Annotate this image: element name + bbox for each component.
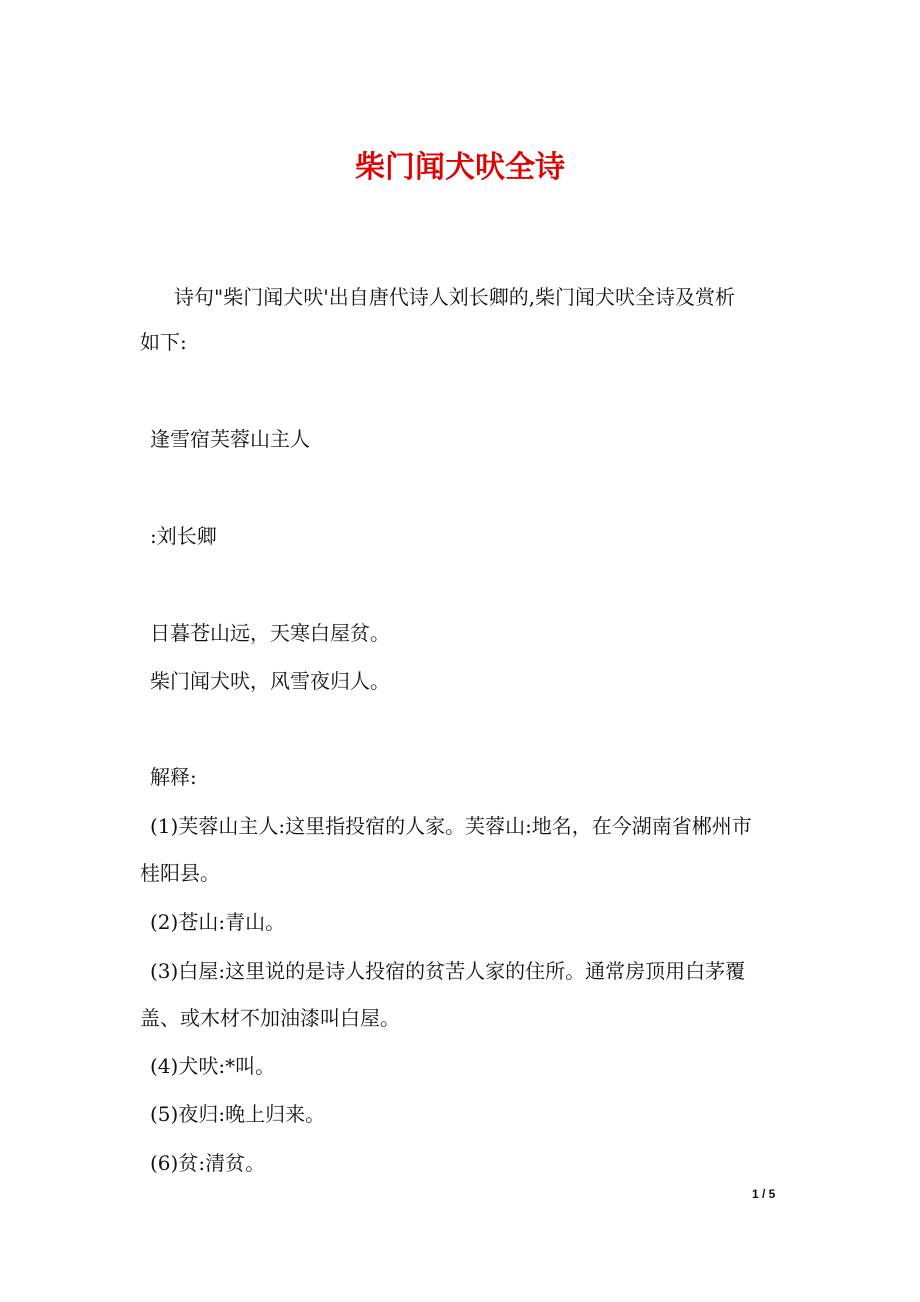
note-2: (2)苍山:青山。 <box>150 910 286 934</box>
page-indicator: 1 / 5 <box>752 1187 776 1201</box>
intro-text-line-1: 诗句"柴门闻犬吠'出自唐代诗人刘长卿的,柴门闻犬吠全诗及赏析 <box>174 285 736 309</box>
note-5: (5)夜归:晚上归来。 <box>150 1102 326 1126</box>
poem-author: :刘长卿 <box>150 524 217 548</box>
document-title: 柴门闻犬吠全诗 <box>355 150 565 185</box>
note-4: (4)犬吠:*叫。 <box>150 1054 276 1078</box>
note-1-line-2: 桂阳县。 <box>140 861 220 885</box>
note-6: (6)贫:清贫。 <box>150 1151 266 1175</box>
poem-line-2: 柴门闻犬吠，风雪夜归人。 <box>150 669 390 693</box>
note-1-line-1: (1)芙蓉山主人:这里指投宿的人家。芙蓉山:地名，在今湖南省郴州市 <box>150 814 752 838</box>
intro-text-line-2: 如下: <box>140 330 187 354</box>
note-3-line-2: 盖、或木材不加油漆叫白屋。 <box>140 1006 400 1030</box>
notes-heading: 解释: <box>150 765 197 789</box>
poem-title: 逢雪宿芙蓉山主人 <box>150 427 310 451</box>
poem-line-1: 日暮苍山远，天寒白屋贫。 <box>150 621 390 645</box>
note-3-line-1: (3)白屋:这里说的是诗人投宿的贫苦人家的住所。通常房顶用白茅覆 <box>150 959 746 983</box>
